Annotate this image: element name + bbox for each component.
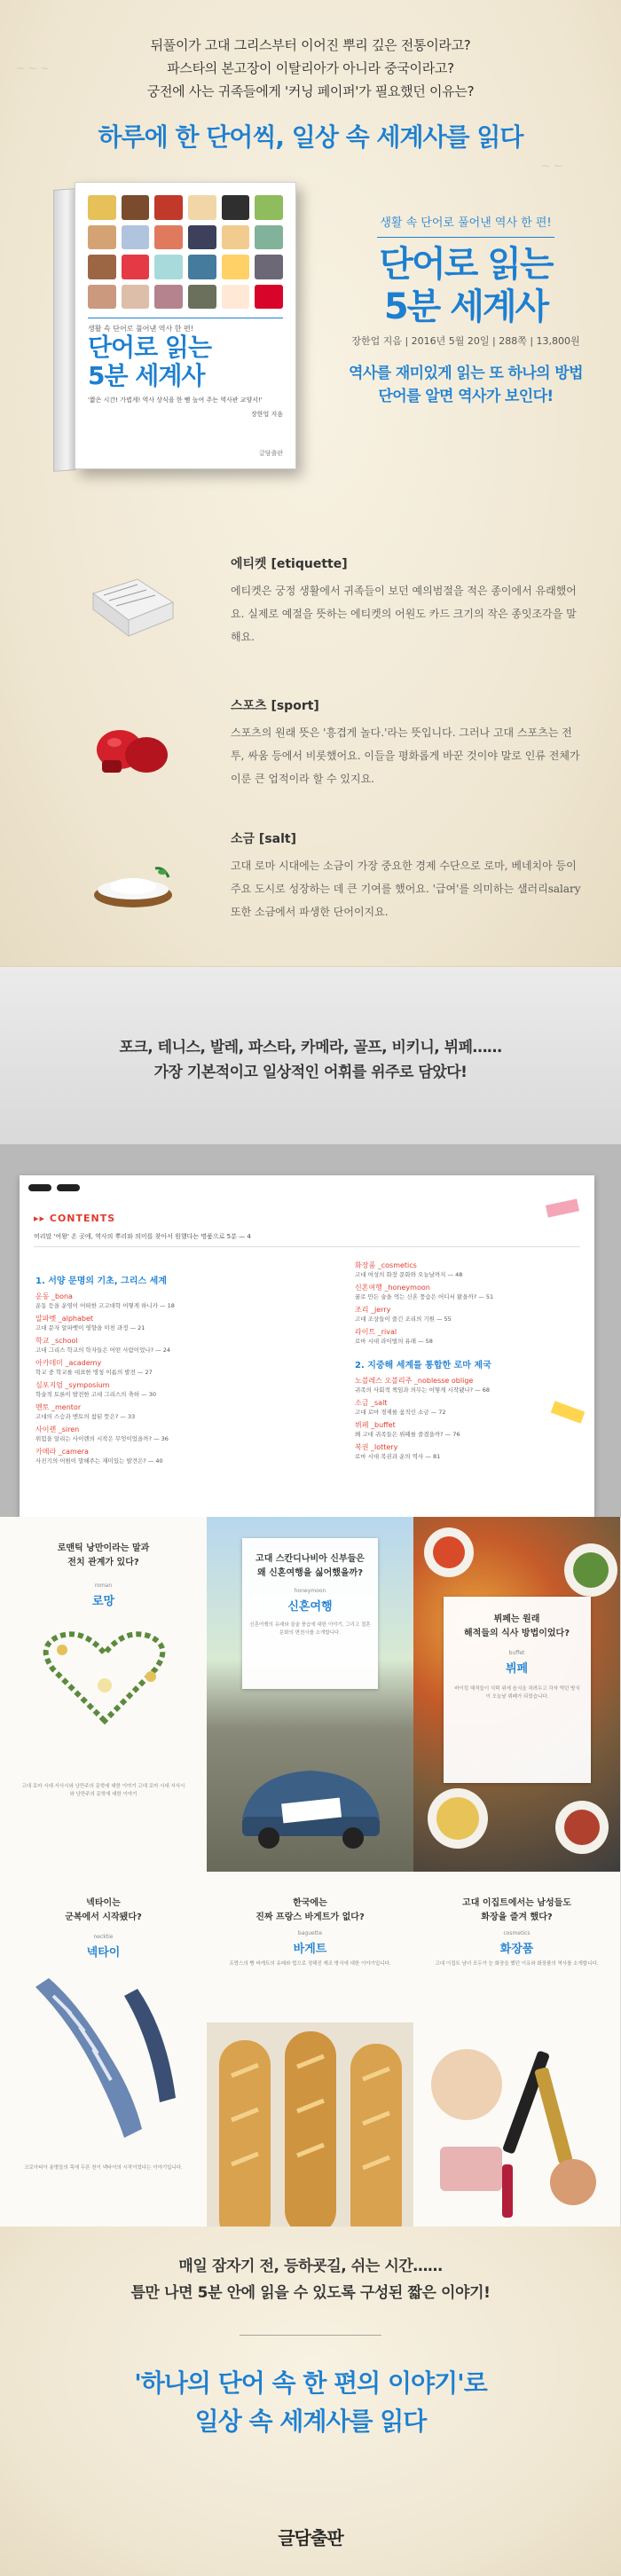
tile-english: buffet <box>508 1650 525 1656</box>
toc-item-desc: 왜 고대 귀족들은 뷔페를 즐겼을까? — 76 <box>355 1431 460 1438</box>
word-entry-etiquette <box>84 554 581 696</box>
book-cover-image <box>53 182 310 475</box>
toc-item-desc: 학교 중 학교를 대표한 명칭 이름의 발전 — 27 <box>35 1369 153 1376</box>
toc-item <box>355 1305 603 1323</box>
toc-item <box>35 1336 284 1354</box>
toc-item-title: 아카데미 _academy <box>35 1359 102 1367</box>
tile-question: 로맨틱 낭만이라는 말과 전치 관계가 있다? <box>57 1543 150 1567</box>
baguette-illustration <box>207 2022 413 2227</box>
closing-line-2: 틈만 나면 5분 안에 읽을 수 있도록 구성된 짧은 이야기! <box>130 2284 491 2302</box>
toc-item <box>355 1420 603 1438</box>
vocabulary-caption: 가장 기본적이고 일상적인 어휘를 위주로 담았다! <box>153 1064 468 1081</box>
tile-english: honeymoon <box>294 1588 326 1594</box>
tile-word: 넥타이 <box>86 1946 121 1959</box>
cover-title-line-1: 단어로 읽는 <box>88 333 211 362</box>
toc-item <box>355 1327 603 1345</box>
info-meta: 장한업 지음 | 2016년 5월 20일 | 288쪽 | 13,800원 <box>351 335 580 347</box>
cover-publisher: 글담출판 <box>258 450 283 457</box>
toc-item-desc: 고대 로마 경제를 움직인 소금 — 72 <box>355 1409 446 1416</box>
sample-tile-honeymoon <box>207 1517 413 1872</box>
info-subtitle: 생활 속 단어로 풀어낸 역사 한 편! <box>380 216 552 230</box>
intro-section <box>0 0 621 967</box>
intro-question-3: 궁전에 사는 귀족들에게 '커닝 페이퍼'가 필요했던 이유는? <box>146 83 475 99</box>
sample-tile-cosmetics <box>413 1872 620 2227</box>
entry-term: 에티켓 [etiquette] <box>231 557 348 571</box>
vocabulary-list: 포크, 테니스, 발레, 파스타, 카메라, 골프, 비키니, 뷔페…… <box>119 1039 502 1056</box>
toc-item-title: 알파벳 _alphabet <box>35 1315 94 1323</box>
closing-headline-1: '하나의 단어 속 한 편의 이야기'로 <box>134 2368 487 2398</box>
toc-item <box>355 1283 603 1300</box>
sticky-note-icon <box>546 1198 579 1217</box>
toc-item-title: 라이트 _rival <box>355 1328 397 1336</box>
toc-item-title: 신혼여행 _honeymoon <box>355 1284 430 1292</box>
contents-title: CONTENTS <box>49 1213 116 1224</box>
toc-item <box>35 1402 284 1420</box>
toc-item <box>355 1398 603 1416</box>
sample-tile-baguette <box>207 1872 413 2227</box>
info-title-line-2: 5분 세계사 <box>383 287 548 327</box>
toc-item-title: 뷔페 _buffet <box>355 1421 396 1429</box>
toc-item-desc: 학술적 토론이 발전한 고대 그리스의 축하 — 30 <box>35 1391 156 1398</box>
tile-question: 한국에는 진짜 프랑스 바게트가 없다? <box>255 1898 365 1922</box>
toc-item-desc: 로마 시대 복권과 운의 역사 — 81 <box>355 1453 441 1460</box>
cover-illustration-grid <box>88 195 283 309</box>
toc-item <box>355 1261 603 1278</box>
tagline-line-1: 역사를 재미있게 읽는 또 하나의 방법 <box>349 365 583 382</box>
toc-item <box>355 1442 603 1460</box>
binder-clip-icon <box>28 1184 51 1191</box>
sample-tile-buffet <box>413 1517 620 1872</box>
salt-bowl-icon <box>84 842 182 922</box>
entry-description: 에티켓은 궁정 생활에서 귀족들이 보던 예의범절을 적은 종이에서 유래했어요. 실제로 예절을 뜻하는 에티켓의 어원도 카드 크기의 작은 종잇조각을 말해요. <box>231 585 577 643</box>
cover-title-line-2: 5분 세계사 <box>88 361 205 390</box>
part-title: 2. 지중해 세계를 통합한 로마 제국 <box>355 1361 491 1370</box>
cover-author: 장한업 지음 <box>250 411 283 418</box>
tile-question: 넥타이는 군복에서 시작됐다? <box>65 1898 142 1922</box>
background-handwriting: ~ ~ ~ <box>16 62 50 75</box>
intro-question-1: 뒤풀이가 고대 그리스부터 이어진 뿌리 깊은 전통이라고? <box>150 37 471 53</box>
tile-word: 신혼여행 <box>287 1600 333 1614</box>
word-entry-salt <box>84 829 581 971</box>
cover-tagline: '짧은 시간! 가볍게! 역사 상식을 한 뼘 높여 주는 역사관 교양서!' <box>88 397 263 404</box>
contents-preface: 머리말 '여왕' 온 곳에, 역사의 뿌리와 의미를 찾아서 원했다는 명품으로 5분 — 4 <box>34 1233 251 1240</box>
entry-term: 소금 [salt] <box>231 832 296 846</box>
tagline-line-2: 단어를 알면 역사가 보인다! <box>378 388 554 405</box>
folded-paper-icon <box>84 567 182 647</box>
toc-item-title: 복권 _lottery <box>355 1443 398 1451</box>
toc-item-title: 조리 _jerry <box>355 1306 391 1314</box>
closing-headline-2: 일상 속 세계사를 읽다 <box>194 2407 427 2436</box>
cover-subtitle: 생활 속 단어로 풀어낸 역사 한 편! <box>88 325 193 333</box>
tile-body: 고대 이집트 남녀 모두가 눈 화장을 했던 이유와 화장품의 역사를 소개합니다. <box>435 1961 599 1967</box>
toc-item <box>35 1358 284 1376</box>
contents-divider <box>34 1246 580 1247</box>
tile-english: cosmetics <box>503 1930 531 1936</box>
toc-item-desc: 고대 문자 알파벳이 영향을 미친 과정 — 21 <box>35 1324 145 1331</box>
toc-item-desc: 꿀로 만든 술을 먹는 신혼 풍습은 어디서 왔을까? — 51 <box>355 1293 494 1300</box>
contents-column-left <box>35 1273 284 1469</box>
cosmetics-illustration <box>413 2031 620 2227</box>
toc-item-title: 소금 _salt <box>355 1399 388 1407</box>
boxing-gloves-icon <box>84 709 182 789</box>
toc-item <box>35 1447 284 1465</box>
tile-english: necktie <box>93 1934 114 1940</box>
binder-clip-icon <box>57 1184 80 1191</box>
intro-headline: 하루에 한 단어씩, 일상 속 세계사를 읽다 <box>98 122 523 152</box>
sample-pages-grid <box>0 1517 621 2227</box>
toc-item-desc: 고대의 스승과 멘토의 참된 뜻은? — 33 <box>35 1413 136 1420</box>
tile-question: 고대 스칸디나비아 신부들은 왜 신혼여행을 싫어했을까? <box>255 1554 365 1578</box>
tile-body: 크로아티아 용병들의 목에 두른 천이 넥타이의 시작이었다는 이야기입니다. <box>24 2165 183 2171</box>
toc-item-title: 사이렌 _siren <box>35 1425 80 1433</box>
tile-body: 프랑스의 빵 바게트의 유래와 법으로 정해진 제조 방식에 대한 이야기입니다. <box>229 1961 391 1967</box>
toc-item-title: 심포지엄 _symposium <box>35 1381 110 1389</box>
contents-page <box>20 1175 594 1517</box>
background-handwriting: ~ ~ <box>541 160 562 172</box>
closing-section <box>0 2227 621 2576</box>
toc-item-desc: 로마 시대 라이벌의 유래 — 58 <box>355 1338 433 1345</box>
wedding-car-illustration <box>233 1739 389 1854</box>
tile-word: 바게트 <box>293 1943 327 1956</box>
closing-line-1: 매일 잠자기 전, 등하굣길, 쉬는 시간…… <box>178 2258 443 2275</box>
toc-item-desc: 고대 여성의 화장 문화와 오늘날까지 — 48 <box>355 1271 463 1278</box>
tile-question: 고대 이집트에서는 남성들도 화장을 즐겨 했다? <box>462 1898 571 1922</box>
info-title-line-1: 단어로 읽는 <box>379 244 553 285</box>
entry-term: 스포츠 [sport] <box>231 699 319 713</box>
toc-item <box>35 1380 284 1398</box>
toc-item <box>35 1292 284 1309</box>
word-entry-sport <box>84 696 581 838</box>
intro-question-2: 파스타의 본고장이 이탈리아가 아니라 중국이라고? <box>167 60 454 76</box>
toc-item-title: 노블레스 오블리주 _noblesse oblige <box>355 1377 474 1385</box>
tile-body: 바이킹 해적들이 식탁 위에 음식을 차려두고 각자 먹던 방식이 오늘날 뷔페가 되었습니다. <box>454 1686 580 1700</box>
tile-english: roman <box>94 1583 113 1589</box>
publisher-logo: 글담출판 <box>278 2527 343 2549</box>
toc-item-desc: 고대 그리스 학교의 학자들은 어떤 사람이었나? — 24 <box>35 1347 170 1354</box>
contents-header: ▸▸ CONTENTS <box>34 1213 116 1224</box>
tile-body: 고대 로마 시대 서사시와 낭만주의 문학에 대한 이야기 고대 로마 시대 서사시와 낭만주의 문학에 대한 이야기 <box>21 1784 185 1797</box>
contents-section <box>0 1144 621 1517</box>
tile-word: 뷔페 <box>505 1662 529 1676</box>
sample-tile-necktie <box>0 1872 207 2227</box>
info-divider <box>377 237 554 238</box>
toc-item-desc: 고대 조상들이 즐긴 조리의 기원 — 55 <box>355 1315 452 1323</box>
entry-description: 스포츠의 원래 뜻은 '흥겹게 놀다.'라는 뜻입니다. 그러나 고대 스포츠는 전투, 싸움 등에서 비롯했어요. 이들을 평화롭게 바꾼 것이야 말로 인류 전체가 이룬 큰 업적이라 할 수 있지요. <box>231 726 580 785</box>
tile-body: 신혼여행의 유래와 꿀술 풍습에 대한 이야기, 그리고 결혼 문화의 변천사를 소개합니다. <box>249 1622 371 1636</box>
toc-item <box>35 1314 284 1331</box>
closing-divider <box>240 2335 381 2336</box>
toc-item <box>355 1376 603 1394</box>
part-title: 1. 서양 문명의 기초, 그리스 세계 <box>35 1276 167 1286</box>
toc-item-desc: 사진기의 어원이 말해주는 재미있는 발견은? — 40 <box>35 1457 163 1465</box>
tile-question: 뷔페는 원래 해적들의 식사 방법이었다? <box>463 1614 570 1638</box>
toc-item-title: 학교 _school <box>35 1337 78 1345</box>
entry-description: 고대 로마 시대에는 소금이 가장 중요한 경제 수단으로 로마, 베네치아 등이 주요 도시로 성장하는 데 큰 기여를 했어요. '급여'를 의미하는 샐러리salary 또한 소금에서 파생한 단어이지요. <box>231 860 581 918</box>
toc-item-desc: 귀족의 사회적 책임과 의무는 어떻게 시작됐나? — 68 <box>355 1386 490 1394</box>
vocabulary-band <box>0 967 621 1144</box>
toc-item-title: 운동 _bona <box>35 1292 73 1300</box>
tile-word: 로망 <box>91 1595 115 1608</box>
toc-item-desc: 위험을 알리는 사이렌의 시작은 무엇이었을까? — 36 <box>35 1435 169 1442</box>
tile-english: baguette <box>297 1930 323 1936</box>
book-tagline <box>333 362 599 408</box>
sample-tile-roman <box>0 1517 207 1872</box>
contents-column-right <box>355 1261 603 1465</box>
necktie-illustration <box>18 1969 191 2147</box>
book-spine <box>53 188 76 472</box>
book-cover <box>75 182 296 469</box>
heart-leaves-illustration <box>35 1623 173 1730</box>
toc-item-title: 화장품 _cosmetics <box>355 1261 417 1269</box>
toc-item <box>35 1425 284 1442</box>
book-info <box>333 213 599 348</box>
toc-item-title: 카메라 _camera <box>35 1448 89 1456</box>
tile-word: 화장품 <box>499 1943 534 1956</box>
toc-item-title: 멘토 _mentor <box>35 1403 82 1411</box>
toc-item-desc: 운동 등을 운영이 어떠한 고고대학 어떻게 하니카 — 18 <box>35 1302 175 1309</box>
